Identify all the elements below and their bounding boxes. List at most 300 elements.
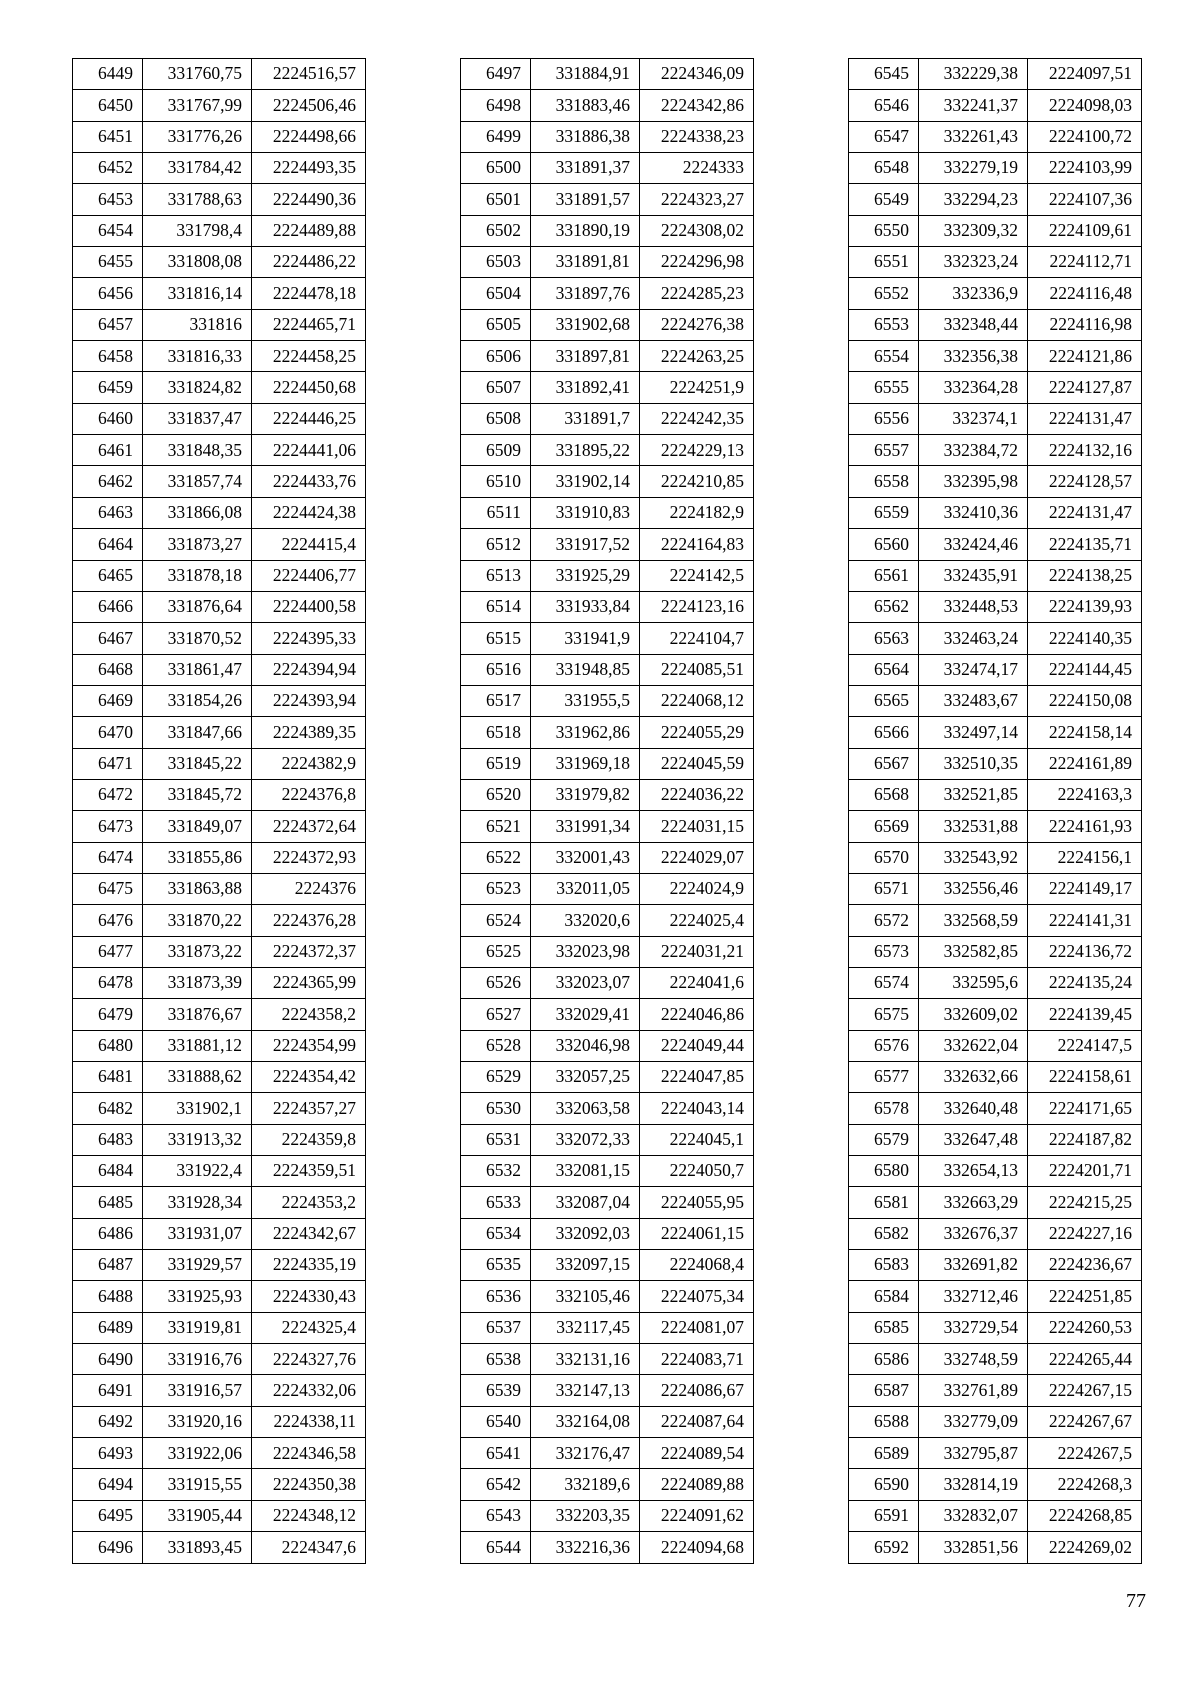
table-row bbox=[73, 1218, 366, 1249]
y-coordinate-cell: 2224276,38 bbox=[640, 309, 754, 340]
y-coordinate-cell: 2224128,57 bbox=[1028, 466, 1142, 497]
table-row bbox=[73, 1344, 366, 1375]
x-coordinate-cell: 331816 bbox=[143, 309, 252, 340]
point-number-cell: 6505 bbox=[461, 309, 531, 340]
y-coordinate-cell: 2224182,9 bbox=[640, 497, 754, 528]
table-row bbox=[849, 936, 1142, 967]
point-number-cell: 6548 bbox=[849, 153, 919, 184]
x-coordinate-cell: 332117,45 bbox=[531, 1312, 640, 1343]
y-coordinate-cell: 2224131,47 bbox=[1028, 403, 1142, 434]
point-number-cell: 6525 bbox=[461, 936, 531, 967]
table-row bbox=[849, 1250, 1142, 1281]
x-coordinate-cell: 332521,85 bbox=[919, 779, 1028, 810]
x-coordinate-cell: 331893,45 bbox=[143, 1532, 252, 1563]
table-row bbox=[849, 59, 1142, 90]
table-row bbox=[461, 591, 754, 622]
table-row bbox=[461, 184, 754, 215]
y-coordinate-cell: 2224424,38 bbox=[252, 497, 366, 528]
x-coordinate-cell: 331890,19 bbox=[531, 215, 640, 246]
point-number-cell: 6529 bbox=[461, 1062, 531, 1093]
y-coordinate-cell: 2224433,76 bbox=[252, 466, 366, 497]
y-coordinate-cell: 2224116,48 bbox=[1028, 278, 1142, 309]
point-number-cell: 6473 bbox=[73, 811, 143, 842]
x-coordinate-cell: 332814,19 bbox=[919, 1469, 1028, 1500]
y-coordinate-cell: 2224085,51 bbox=[640, 654, 754, 685]
x-coordinate-cell: 331876,67 bbox=[143, 999, 252, 1030]
point-number-cell: 6589 bbox=[849, 1438, 919, 1469]
table-row bbox=[73, 372, 366, 403]
y-coordinate-cell: 2224089,88 bbox=[640, 1469, 754, 1500]
point-number-cell: 6456 bbox=[73, 278, 143, 309]
point-number-cell: 6463 bbox=[73, 497, 143, 528]
table-row bbox=[849, 403, 1142, 434]
x-coordinate-cell: 332011,05 bbox=[531, 873, 640, 904]
table-row bbox=[849, 1218, 1142, 1249]
x-coordinate-cell: 332241,37 bbox=[919, 90, 1028, 121]
y-coordinate-cell: 2224332,06 bbox=[252, 1375, 366, 1406]
point-number-cell: 6566 bbox=[849, 717, 919, 748]
x-coordinate-cell: 332832,07 bbox=[919, 1500, 1028, 1531]
x-coordinate-cell: 331925,93 bbox=[143, 1281, 252, 1312]
table-row bbox=[849, 1438, 1142, 1469]
point-number-cell: 6588 bbox=[849, 1406, 919, 1437]
point-number-cell: 6538 bbox=[461, 1344, 531, 1375]
table-row bbox=[849, 1187, 1142, 1218]
y-coordinate-cell: 2224395,33 bbox=[252, 623, 366, 654]
point-number-cell: 6544 bbox=[461, 1532, 531, 1563]
table-row bbox=[849, 215, 1142, 246]
y-coordinate-cell: 2224441,06 bbox=[252, 435, 366, 466]
x-coordinate-cell: 331915,55 bbox=[143, 1469, 252, 1500]
point-number-cell: 6590 bbox=[849, 1469, 919, 1500]
y-coordinate-cell: 2224112,71 bbox=[1028, 247, 1142, 278]
x-coordinate-cell: 331767,99 bbox=[143, 90, 252, 121]
point-number-cell: 6486 bbox=[73, 1218, 143, 1249]
x-coordinate-cell: 332663,29 bbox=[919, 1187, 1028, 1218]
y-coordinate-cell: 2224139,45 bbox=[1028, 999, 1142, 1030]
x-coordinate-cell: 331808,08 bbox=[143, 247, 252, 278]
y-coordinate-cell: 2224285,23 bbox=[640, 278, 754, 309]
y-coordinate-cell: 2224089,54 bbox=[640, 1438, 754, 1469]
y-coordinate-cell: 2224389,35 bbox=[252, 717, 366, 748]
point-number-cell: 6465 bbox=[73, 560, 143, 591]
y-coordinate-cell: 2224127,87 bbox=[1028, 372, 1142, 403]
table-row bbox=[73, 90, 366, 121]
table-row bbox=[73, 685, 366, 716]
point-number-cell: 6520 bbox=[461, 779, 531, 810]
table-row bbox=[461, 497, 754, 528]
x-coordinate-cell: 331816,14 bbox=[143, 278, 252, 309]
x-coordinate-cell: 332356,38 bbox=[919, 341, 1028, 372]
point-number-cell: 6515 bbox=[461, 623, 531, 654]
x-coordinate-cell: 332279,19 bbox=[919, 153, 1028, 184]
table-row bbox=[849, 811, 1142, 842]
point-number-cell: 6467 bbox=[73, 623, 143, 654]
x-coordinate-cell: 331884,91 bbox=[531, 59, 640, 90]
x-coordinate-cell: 331870,52 bbox=[143, 623, 252, 654]
point-number-cell: 6507 bbox=[461, 372, 531, 403]
table-row bbox=[73, 1250, 366, 1281]
point-number-cell: 6573 bbox=[849, 936, 919, 967]
x-coordinate-cell: 332189,6 bbox=[531, 1469, 640, 1500]
y-coordinate-cell: 2224091,62 bbox=[640, 1500, 754, 1531]
table-row bbox=[73, 247, 366, 278]
table-row bbox=[849, 999, 1142, 1030]
point-number-cell: 6557 bbox=[849, 435, 919, 466]
table-row bbox=[73, 779, 366, 810]
y-coordinate-cell: 2224094,68 bbox=[640, 1532, 754, 1563]
x-coordinate-cell: 331845,72 bbox=[143, 779, 252, 810]
x-coordinate-cell: 331916,57 bbox=[143, 1375, 252, 1406]
y-coordinate-cell: 2224046,86 bbox=[640, 999, 754, 1030]
x-coordinate-cell: 332131,16 bbox=[531, 1344, 640, 1375]
x-coordinate-cell: 331760,75 bbox=[143, 59, 252, 90]
x-coordinate-cell: 331857,74 bbox=[143, 466, 252, 497]
table-row bbox=[73, 591, 366, 622]
point-number-cell: 6562 bbox=[849, 591, 919, 622]
x-coordinate-cell: 331920,16 bbox=[143, 1406, 252, 1437]
point-number-cell: 6592 bbox=[849, 1532, 919, 1563]
x-coordinate-cell: 332203,35 bbox=[531, 1500, 640, 1531]
table-row bbox=[73, 1469, 366, 1500]
point-number-cell: 6458 bbox=[73, 341, 143, 372]
point-number-cell: 6542 bbox=[461, 1469, 531, 1500]
table-row bbox=[461, 654, 754, 685]
x-coordinate-cell: 332229,38 bbox=[919, 59, 1028, 90]
x-coordinate-cell: 331866,08 bbox=[143, 497, 252, 528]
point-number-cell: 6543 bbox=[461, 1500, 531, 1531]
point-number-cell: 6579 bbox=[849, 1124, 919, 1155]
point-number-cell: 6561 bbox=[849, 560, 919, 591]
table-row bbox=[849, 1156, 1142, 1187]
point-number-cell: 6553 bbox=[849, 309, 919, 340]
table-row bbox=[849, 1030, 1142, 1061]
table-row bbox=[849, 372, 1142, 403]
table-row bbox=[849, 1469, 1142, 1500]
y-coordinate-cell: 2224144,45 bbox=[1028, 654, 1142, 685]
table-row bbox=[73, 59, 366, 90]
x-coordinate-cell: 331892,41 bbox=[531, 372, 640, 403]
point-number-cell: 6550 bbox=[849, 215, 919, 246]
table-row bbox=[73, 717, 366, 748]
point-number-cell: 6494 bbox=[73, 1469, 143, 1500]
table-row bbox=[73, 497, 366, 528]
y-coordinate-cell: 2224376 bbox=[252, 873, 366, 904]
table-row bbox=[461, 936, 754, 967]
y-coordinate-cell: 2224347,6 bbox=[252, 1532, 366, 1563]
y-coordinate-cell: 2224450,68 bbox=[252, 372, 366, 403]
x-coordinate-cell: 331969,18 bbox=[531, 748, 640, 779]
y-coordinate-cell: 2224136,72 bbox=[1028, 936, 1142, 967]
table-row bbox=[73, 278, 366, 309]
x-coordinate-cell: 332729,54 bbox=[919, 1312, 1028, 1343]
y-coordinate-cell: 2224260,53 bbox=[1028, 1312, 1142, 1343]
y-coordinate-cell: 2224045,59 bbox=[640, 748, 754, 779]
x-coordinate-cell: 331897,81 bbox=[531, 341, 640, 372]
y-coordinate-cell: 2224123,16 bbox=[640, 591, 754, 622]
table-row bbox=[73, 121, 366, 152]
table-row bbox=[73, 560, 366, 591]
table-row bbox=[73, 936, 366, 967]
y-coordinate-cell: 2224268,3 bbox=[1028, 1469, 1142, 1500]
point-number-cell: 6541 bbox=[461, 1438, 531, 1469]
table-row bbox=[461, 1187, 754, 1218]
x-coordinate-cell: 332336,9 bbox=[919, 278, 1028, 309]
point-number-cell: 6551 bbox=[849, 247, 919, 278]
point-number-cell: 6580 bbox=[849, 1156, 919, 1187]
x-coordinate-cell: 331873,22 bbox=[143, 936, 252, 967]
point-number-cell: 6552 bbox=[849, 278, 919, 309]
table-row bbox=[73, 873, 366, 904]
table-row bbox=[849, 1312, 1142, 1343]
x-coordinate-cell: 331849,07 bbox=[143, 811, 252, 842]
x-coordinate-cell: 332556,46 bbox=[919, 873, 1028, 904]
point-number-cell: 6554 bbox=[849, 341, 919, 372]
x-coordinate-cell: 331888,62 bbox=[143, 1062, 252, 1093]
y-coordinate-cell: 2224109,61 bbox=[1028, 215, 1142, 246]
table-row bbox=[461, 529, 754, 560]
point-number-cell: 6532 bbox=[461, 1156, 531, 1187]
y-coordinate-cell: 2224325,4 bbox=[252, 1312, 366, 1343]
y-coordinate-cell: 2224490,36 bbox=[252, 184, 366, 215]
table-row bbox=[849, 153, 1142, 184]
table-row bbox=[849, 685, 1142, 716]
page-number: 77 bbox=[1126, 1590, 1146, 1612]
y-coordinate-cell: 2224394,94 bbox=[252, 654, 366, 685]
point-number-cell: 6508 bbox=[461, 403, 531, 434]
y-coordinate-cell: 2224135,71 bbox=[1028, 529, 1142, 560]
y-coordinate-cell: 2224131,47 bbox=[1028, 497, 1142, 528]
table-row bbox=[461, 1093, 754, 1124]
x-coordinate-cell: 332640,48 bbox=[919, 1093, 1028, 1124]
table-row bbox=[461, 341, 754, 372]
table-row bbox=[461, 1438, 754, 1469]
x-coordinate-cell: 332261,43 bbox=[919, 121, 1028, 152]
table-row bbox=[73, 466, 366, 497]
y-coordinate-cell: 2224323,27 bbox=[640, 184, 754, 215]
point-number-cell: 6555 bbox=[849, 372, 919, 403]
point-number-cell: 6510 bbox=[461, 466, 531, 497]
table-row bbox=[849, 1124, 1142, 1155]
point-number-cell: 6576 bbox=[849, 1030, 919, 1061]
y-coordinate-cell: 2224267,67 bbox=[1028, 1406, 1142, 1437]
point-number-cell: 6571 bbox=[849, 873, 919, 904]
x-coordinate-cell: 332309,32 bbox=[919, 215, 1028, 246]
table-row bbox=[461, 1406, 754, 1437]
y-coordinate-cell: 2224348,12 bbox=[252, 1500, 366, 1531]
x-coordinate-cell: 332474,17 bbox=[919, 654, 1028, 685]
point-number-cell: 6527 bbox=[461, 999, 531, 1030]
x-coordinate-cell: 332097,15 bbox=[531, 1250, 640, 1281]
point-number-cell: 6460 bbox=[73, 403, 143, 434]
point-number-cell: 6545 bbox=[849, 59, 919, 90]
point-number-cell: 6453 bbox=[73, 184, 143, 215]
point-number-cell: 6476 bbox=[73, 905, 143, 936]
y-coordinate-cell: 2224308,02 bbox=[640, 215, 754, 246]
y-coordinate-cell: 2224050,7 bbox=[640, 1156, 754, 1187]
y-coordinate-cell: 2224263,25 bbox=[640, 341, 754, 372]
x-coordinate-cell: 331784,42 bbox=[143, 153, 252, 184]
x-coordinate-cell: 332543,92 bbox=[919, 842, 1028, 873]
x-coordinate-cell: 332081,15 bbox=[531, 1156, 640, 1187]
y-coordinate-cell: 2224103,99 bbox=[1028, 153, 1142, 184]
y-coordinate-cell: 2224024,9 bbox=[640, 873, 754, 904]
x-coordinate-cell: 332851,56 bbox=[919, 1532, 1028, 1563]
x-coordinate-cell: 331891,81 bbox=[531, 247, 640, 278]
y-coordinate-cell: 2224372,93 bbox=[252, 842, 366, 873]
x-coordinate-cell: 332072,33 bbox=[531, 1124, 640, 1155]
x-coordinate-cell: 331897,76 bbox=[531, 278, 640, 309]
y-coordinate-cell: 2224229,13 bbox=[640, 435, 754, 466]
y-coordinate-cell: 2224354,42 bbox=[252, 1062, 366, 1093]
x-coordinate-cell: 331902,68 bbox=[531, 309, 640, 340]
x-coordinate-cell: 331798,4 bbox=[143, 215, 252, 246]
coordinates-table-2 bbox=[460, 58, 754, 1564]
y-coordinate-cell: 2224201,71 bbox=[1028, 1156, 1142, 1187]
table-row bbox=[849, 1093, 1142, 1124]
point-number-cell: 6472 bbox=[73, 779, 143, 810]
y-coordinate-cell: 2224372,37 bbox=[252, 936, 366, 967]
table-row bbox=[849, 654, 1142, 685]
point-number-cell: 6493 bbox=[73, 1438, 143, 1469]
y-coordinate-cell: 2224296,98 bbox=[640, 247, 754, 278]
point-number-cell: 6540 bbox=[461, 1406, 531, 1437]
x-coordinate-cell: 332364,28 bbox=[919, 372, 1028, 403]
y-coordinate-cell: 2224097,51 bbox=[1028, 59, 1142, 90]
point-number-cell: 6466 bbox=[73, 591, 143, 622]
table-row bbox=[73, 1030, 366, 1061]
point-number-cell: 6583 bbox=[849, 1250, 919, 1281]
table-row bbox=[849, 560, 1142, 591]
point-number-cell: 6537 bbox=[461, 1312, 531, 1343]
x-coordinate-cell: 332023,07 bbox=[531, 967, 640, 998]
point-number-cell: 6556 bbox=[849, 403, 919, 434]
point-number-cell: 6569 bbox=[849, 811, 919, 842]
point-number-cell: 6591 bbox=[849, 1500, 919, 1531]
x-coordinate-cell: 332410,36 bbox=[919, 497, 1028, 528]
table-row bbox=[461, 1156, 754, 1187]
y-coordinate-cell: 2224335,19 bbox=[252, 1250, 366, 1281]
table-row bbox=[849, 1062, 1142, 1093]
y-coordinate-cell: 2224498,66 bbox=[252, 121, 366, 152]
table-row bbox=[461, 372, 754, 403]
x-coordinate-cell: 331916,76 bbox=[143, 1344, 252, 1375]
x-coordinate-cell: 332609,02 bbox=[919, 999, 1028, 1030]
table-row bbox=[849, 748, 1142, 779]
point-number-cell: 6499 bbox=[461, 121, 531, 152]
y-coordinate-cell: 2224083,71 bbox=[640, 1344, 754, 1375]
x-coordinate-cell: 332020,6 bbox=[531, 905, 640, 936]
x-coordinate-cell: 331891,37 bbox=[531, 153, 640, 184]
table-row bbox=[73, 1312, 366, 1343]
table-row bbox=[461, 560, 754, 591]
point-number-cell: 6559 bbox=[849, 497, 919, 528]
x-coordinate-cell: 331991,34 bbox=[531, 811, 640, 842]
y-coordinate-cell: 2224055,95 bbox=[640, 1187, 754, 1218]
y-coordinate-cell: 2224346,58 bbox=[252, 1438, 366, 1469]
point-number-cell: 6536 bbox=[461, 1281, 531, 1312]
x-coordinate-cell: 332374,1 bbox=[919, 403, 1028, 434]
table-row bbox=[461, 623, 754, 654]
point-number-cell: 6470 bbox=[73, 717, 143, 748]
point-number-cell: 6572 bbox=[849, 905, 919, 936]
table-row bbox=[849, 842, 1142, 873]
point-number-cell: 6468 bbox=[73, 654, 143, 685]
point-number-cell: 6512 bbox=[461, 529, 531, 560]
x-coordinate-cell: 332497,14 bbox=[919, 717, 1028, 748]
x-coordinate-cell: 332092,03 bbox=[531, 1218, 640, 1249]
x-coordinate-cell: 332001,43 bbox=[531, 842, 640, 873]
x-coordinate-cell: 331878,18 bbox=[143, 560, 252, 591]
y-coordinate-cell: 2224047,85 bbox=[640, 1062, 754, 1093]
x-coordinate-cell: 331886,38 bbox=[531, 121, 640, 152]
x-coordinate-cell: 331905,44 bbox=[143, 1500, 252, 1531]
x-coordinate-cell: 332779,09 bbox=[919, 1406, 1028, 1437]
x-coordinate-cell: 331788,63 bbox=[143, 184, 252, 215]
point-number-cell: 6578 bbox=[849, 1093, 919, 1124]
point-number-cell: 6522 bbox=[461, 842, 531, 873]
table-row bbox=[461, 1532, 754, 1563]
point-number-cell: 6581 bbox=[849, 1187, 919, 1218]
y-coordinate-cell: 2224365,99 bbox=[252, 967, 366, 998]
table-row bbox=[461, 685, 754, 716]
table-row bbox=[73, 905, 366, 936]
y-coordinate-cell: 2224251,9 bbox=[640, 372, 754, 403]
y-coordinate-cell: 2224171,65 bbox=[1028, 1093, 1142, 1124]
table-row bbox=[461, 121, 754, 152]
table-row bbox=[73, 654, 366, 685]
point-number-cell: 6531 bbox=[461, 1124, 531, 1155]
x-coordinate-cell: 332164,08 bbox=[531, 1406, 640, 1437]
table-row bbox=[849, 466, 1142, 497]
x-coordinate-cell: 331891,57 bbox=[531, 184, 640, 215]
point-number-cell: 6587 bbox=[849, 1375, 919, 1406]
point-number-cell: 6487 bbox=[73, 1250, 143, 1281]
y-coordinate-cell: 2224359,51 bbox=[252, 1156, 366, 1187]
table-row bbox=[461, 1312, 754, 1343]
point-number-cell: 6459 bbox=[73, 372, 143, 403]
y-coordinate-cell: 2224156,1 bbox=[1028, 842, 1142, 873]
point-number-cell: 6570 bbox=[849, 842, 919, 873]
y-coordinate-cell: 2224187,82 bbox=[1028, 1124, 1142, 1155]
y-coordinate-cell: 2224267,15 bbox=[1028, 1375, 1142, 1406]
y-coordinate-cell: 2224506,46 bbox=[252, 90, 366, 121]
point-number-cell: 6496 bbox=[73, 1532, 143, 1563]
y-coordinate-cell: 2224400,58 bbox=[252, 591, 366, 622]
x-coordinate-cell: 332294,23 bbox=[919, 184, 1028, 215]
table-row bbox=[461, 90, 754, 121]
x-coordinate-cell: 331881,12 bbox=[143, 1030, 252, 1061]
x-coordinate-cell: 331925,29 bbox=[531, 560, 640, 591]
x-coordinate-cell: 332622,04 bbox=[919, 1030, 1028, 1061]
y-coordinate-cell: 2224333 bbox=[640, 153, 754, 184]
point-number-cell: 6475 bbox=[73, 873, 143, 904]
table-row bbox=[73, 748, 366, 779]
y-coordinate-cell: 2224215,25 bbox=[1028, 1187, 1142, 1218]
x-coordinate-cell: 331910,83 bbox=[531, 497, 640, 528]
x-coordinate-cell: 332582,85 bbox=[919, 936, 1028, 967]
x-coordinate-cell: 331929,57 bbox=[143, 1250, 252, 1281]
point-number-cell: 6533 bbox=[461, 1187, 531, 1218]
y-coordinate-cell: 2224350,38 bbox=[252, 1469, 366, 1500]
x-coordinate-cell: 331845,22 bbox=[143, 748, 252, 779]
point-number-cell: 6450 bbox=[73, 90, 143, 121]
y-coordinate-cell: 2224049,44 bbox=[640, 1030, 754, 1061]
y-coordinate-cell: 2224338,23 bbox=[640, 121, 754, 152]
point-number-cell: 6560 bbox=[849, 529, 919, 560]
x-coordinate-cell: 332087,04 bbox=[531, 1187, 640, 1218]
y-coordinate-cell: 2224338,11 bbox=[252, 1406, 366, 1437]
